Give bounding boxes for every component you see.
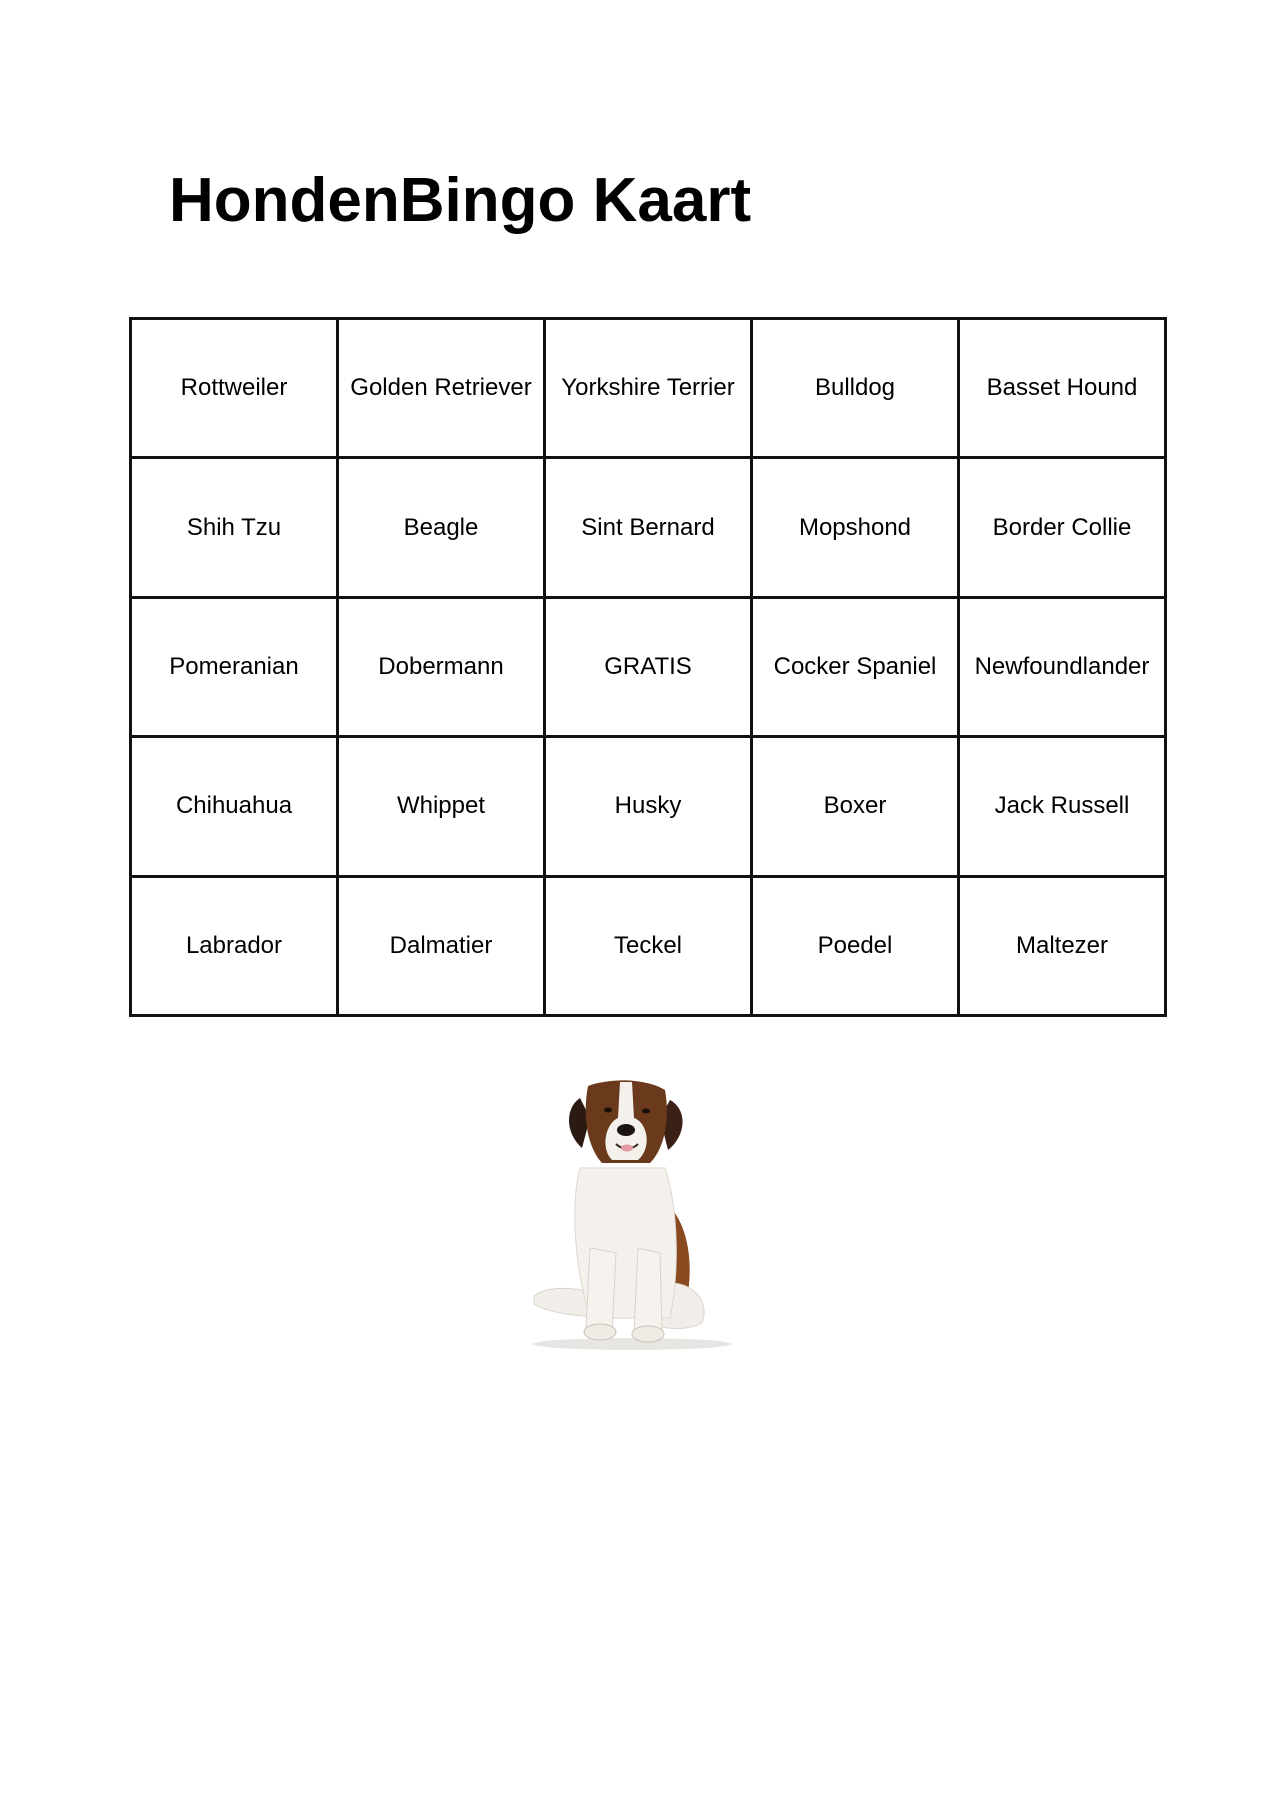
bingo-cell: Maltezer: [959, 876, 1166, 1015]
saint-bernard-dog-image: [520, 1078, 744, 1354]
bingo-cell-free: GRATIS: [545, 597, 752, 736]
bingo-cell: Newfoundlander: [959, 597, 1166, 736]
bingo-cell: Boxer: [752, 737, 959, 876]
bingo-cell: Dalmatier: [338, 876, 545, 1015]
bingo-cell: Jack Russell: [959, 737, 1166, 876]
bingo-row: [131, 597, 1166, 736]
bingo-cell: Chihuahua: [131, 737, 338, 876]
bingo-cell: Teckel: [545, 876, 752, 1015]
bingo-cell: Cocker Spaniel: [752, 597, 959, 736]
bingo-row: [131, 876, 1166, 1015]
page-title: HondenBingo Kaart: [169, 166, 752, 235]
bingo-row: [131, 737, 1166, 876]
bingo-cell: Bulldog: [752, 319, 959, 458]
bingo-row: [131, 319, 1166, 458]
bingo-cell: Pomeranian: [131, 597, 338, 736]
bingo-cell: Husky: [545, 737, 752, 876]
bingo-cell: Shih Tzu: [131, 458, 338, 597]
bingo-cell: Whippet: [338, 737, 545, 876]
bingo-cell: Golden Retriever: [338, 319, 545, 458]
bingo-cell: Basset Hound: [959, 319, 1166, 458]
bingo-row: [131, 458, 1166, 597]
bingo-cell: Border Collie: [959, 458, 1166, 597]
bingo-cell: Yorkshire Terrier: [545, 319, 752, 458]
bingo-cell: Labrador: [131, 876, 338, 1015]
bingo-cell: Sint Bernard: [545, 458, 752, 597]
bingo-cell: Poedel: [752, 876, 959, 1015]
bingo-cell: Dobermann: [338, 597, 545, 736]
bingo-cell: Mopshond: [752, 458, 959, 597]
bingo-cell: Rottweiler: [131, 319, 338, 458]
bingo-grid: [129, 317, 1167, 1017]
bingo-cell: Beagle: [338, 458, 545, 597]
